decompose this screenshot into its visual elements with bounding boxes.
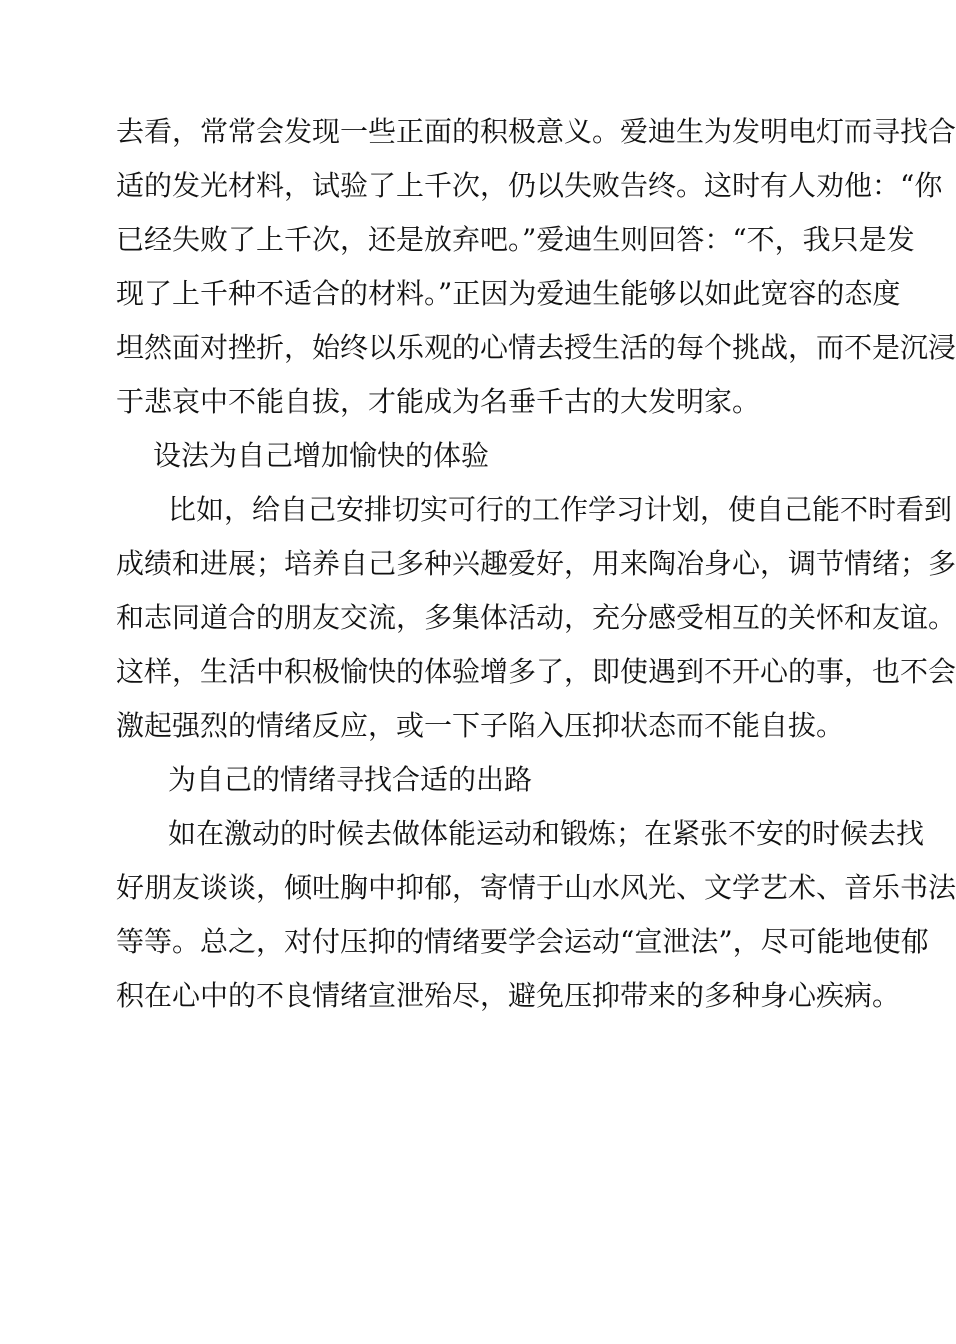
text-line: 成绩和进展；培养自己多种兴趣爱好，用来陶冶身心，调节情绪；多 bbox=[116, 547, 956, 580]
text-line: 去看，常常会发现一些正面的积极意义。爱迪生为发明电灯而寻找合 bbox=[116, 115, 956, 148]
text-line: 已经失败了上千次，还是放弃吧。”爱迪生则回答：“不，我只是发 bbox=[116, 223, 915, 256]
text-line: 积在心中的不良情绪宣泄殆尽，避免压抑带来的多种身心疾病。 bbox=[116, 979, 901, 1012]
text-line: 比如，给自己安排切实可行的工作学习计划，使自己能不时看到 bbox=[168, 493, 953, 526]
text-line: 于悲哀中不能自拔，才能成为名垂千古的大发明家。 bbox=[116, 385, 761, 418]
text-line: 现了上千种不适合的材料。”正因为爱迪生能够以如此宽容的态度 bbox=[116, 277, 901, 310]
text-line: 适的发光材料，试验了上千次，仍以失败告终。这时有人劝他：“你 bbox=[116, 169, 943, 202]
section-heading: 设法为自己增加愉快的体验 bbox=[153, 439, 490, 472]
document-text bbox=[116, 105, 956, 1023]
text-line: 坦然面对挫折，始终以乐观的心情去授生活的每个挑战，而不是沉浸 bbox=[116, 331, 956, 364]
text-line: 激起强烈的情绪反应，或一下子陷入压抑状态而不能自拔。 bbox=[116, 709, 845, 742]
text-line: 等等。总之，对付压抑的情绪要学会运动“宣泄法”，尽可能地使郁 bbox=[116, 925, 929, 958]
text-line: 好朋友谈谈，倾吐胸中抑郁，寄情于山水风光、文学艺术、音乐书法 bbox=[116, 871, 956, 904]
text-line: 这样，生活中积极愉快的体验增多了，即使遇到不开心的事，也不会 bbox=[116, 655, 956, 688]
text-line: 和志同道合的朋友交流，多集体活动，充分感受相互的关怀和友谊。 bbox=[116, 601, 956, 634]
text-line: 如在激动的时候去做体能运动和锻炼；在紧张不安的时候去找 bbox=[168, 817, 925, 850]
section-heading: 为自己的情绪寻找合适的出路 bbox=[168, 763, 533, 796]
